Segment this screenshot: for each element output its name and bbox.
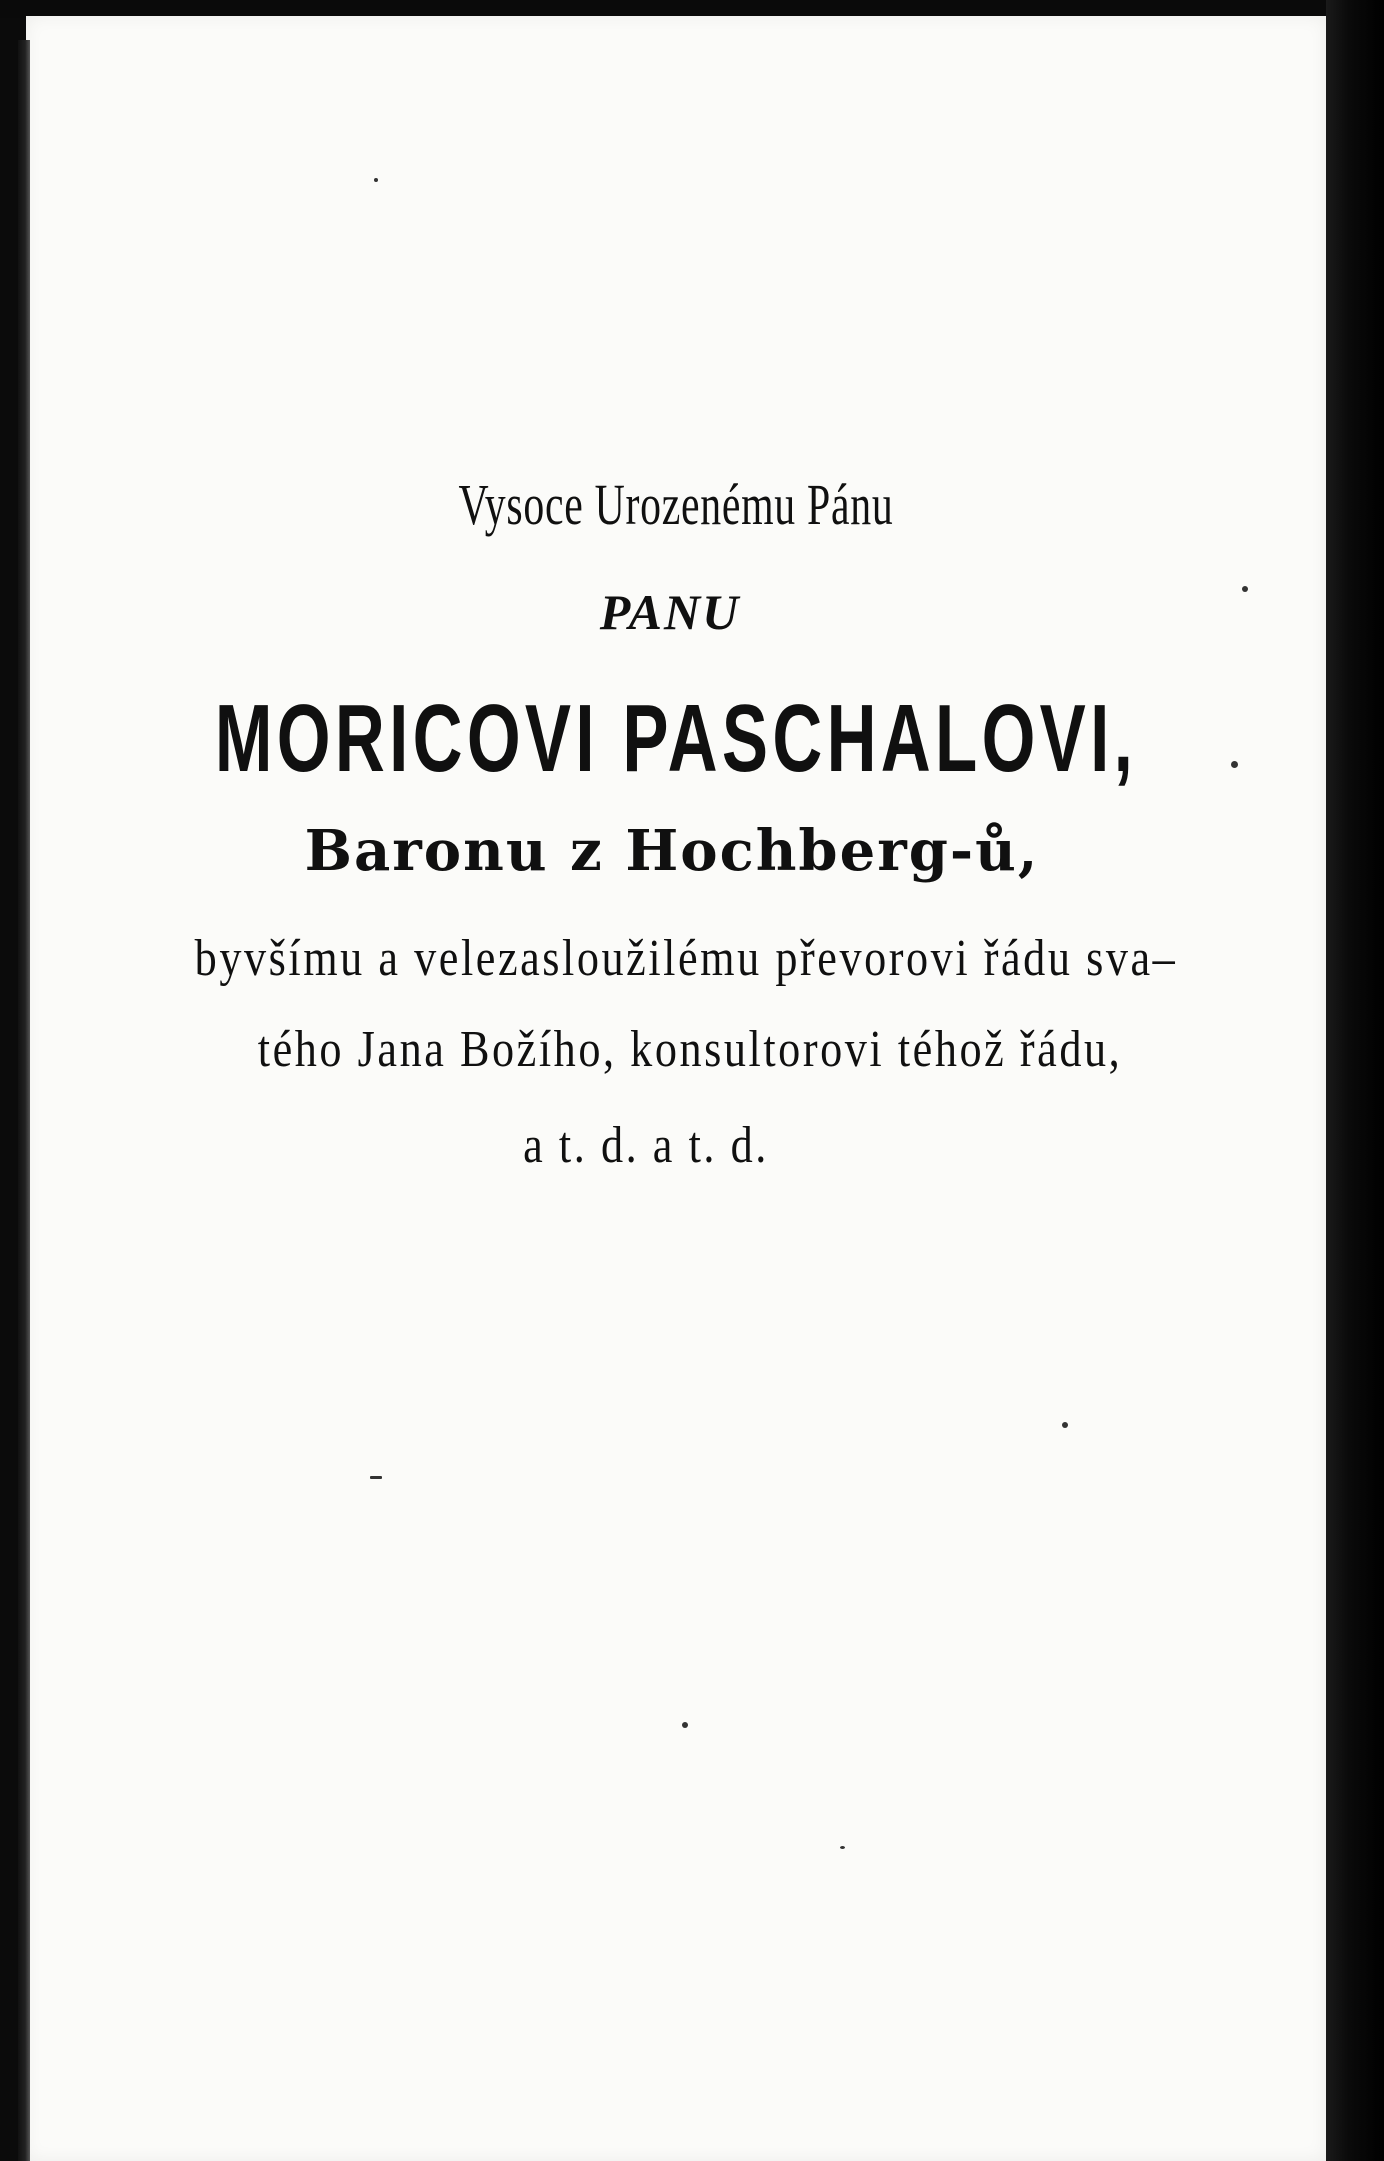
scan-speck (370, 1476, 382, 1479)
scan-speck (682, 1722, 688, 1728)
scan-speck (840, 1846, 845, 1849)
scan-speck (1231, 761, 1238, 768)
page-sheet (26, 16, 1326, 2161)
dedication-title: PANU (599, 584, 741, 640)
scan-right-edge (1326, 0, 1384, 2161)
dedication-etc: a t. d. a t. d. (523, 1117, 769, 1174)
dedication-description-line-1: byvšímu a velezasloužilému převorovi řádu sva– (194, 930, 1178, 987)
scan-speck (1242, 586, 1248, 592)
scan-speck (1062, 1422, 1068, 1428)
dedication-rank: Baronu z Hochberg-ů, (304, 818, 1040, 884)
scan-speck (374, 178, 378, 182)
dedication-name: MORICOVI PASCHALOVI, (214, 685, 1138, 792)
dedication-salutation: Vysoce Urozenému Pánu (458, 472, 894, 537)
scan-left-edge (18, 40, 30, 2161)
dedication-description-line-2: tého Jana Božího, konsultorovi téhož řádu, (257, 1021, 1123, 1078)
